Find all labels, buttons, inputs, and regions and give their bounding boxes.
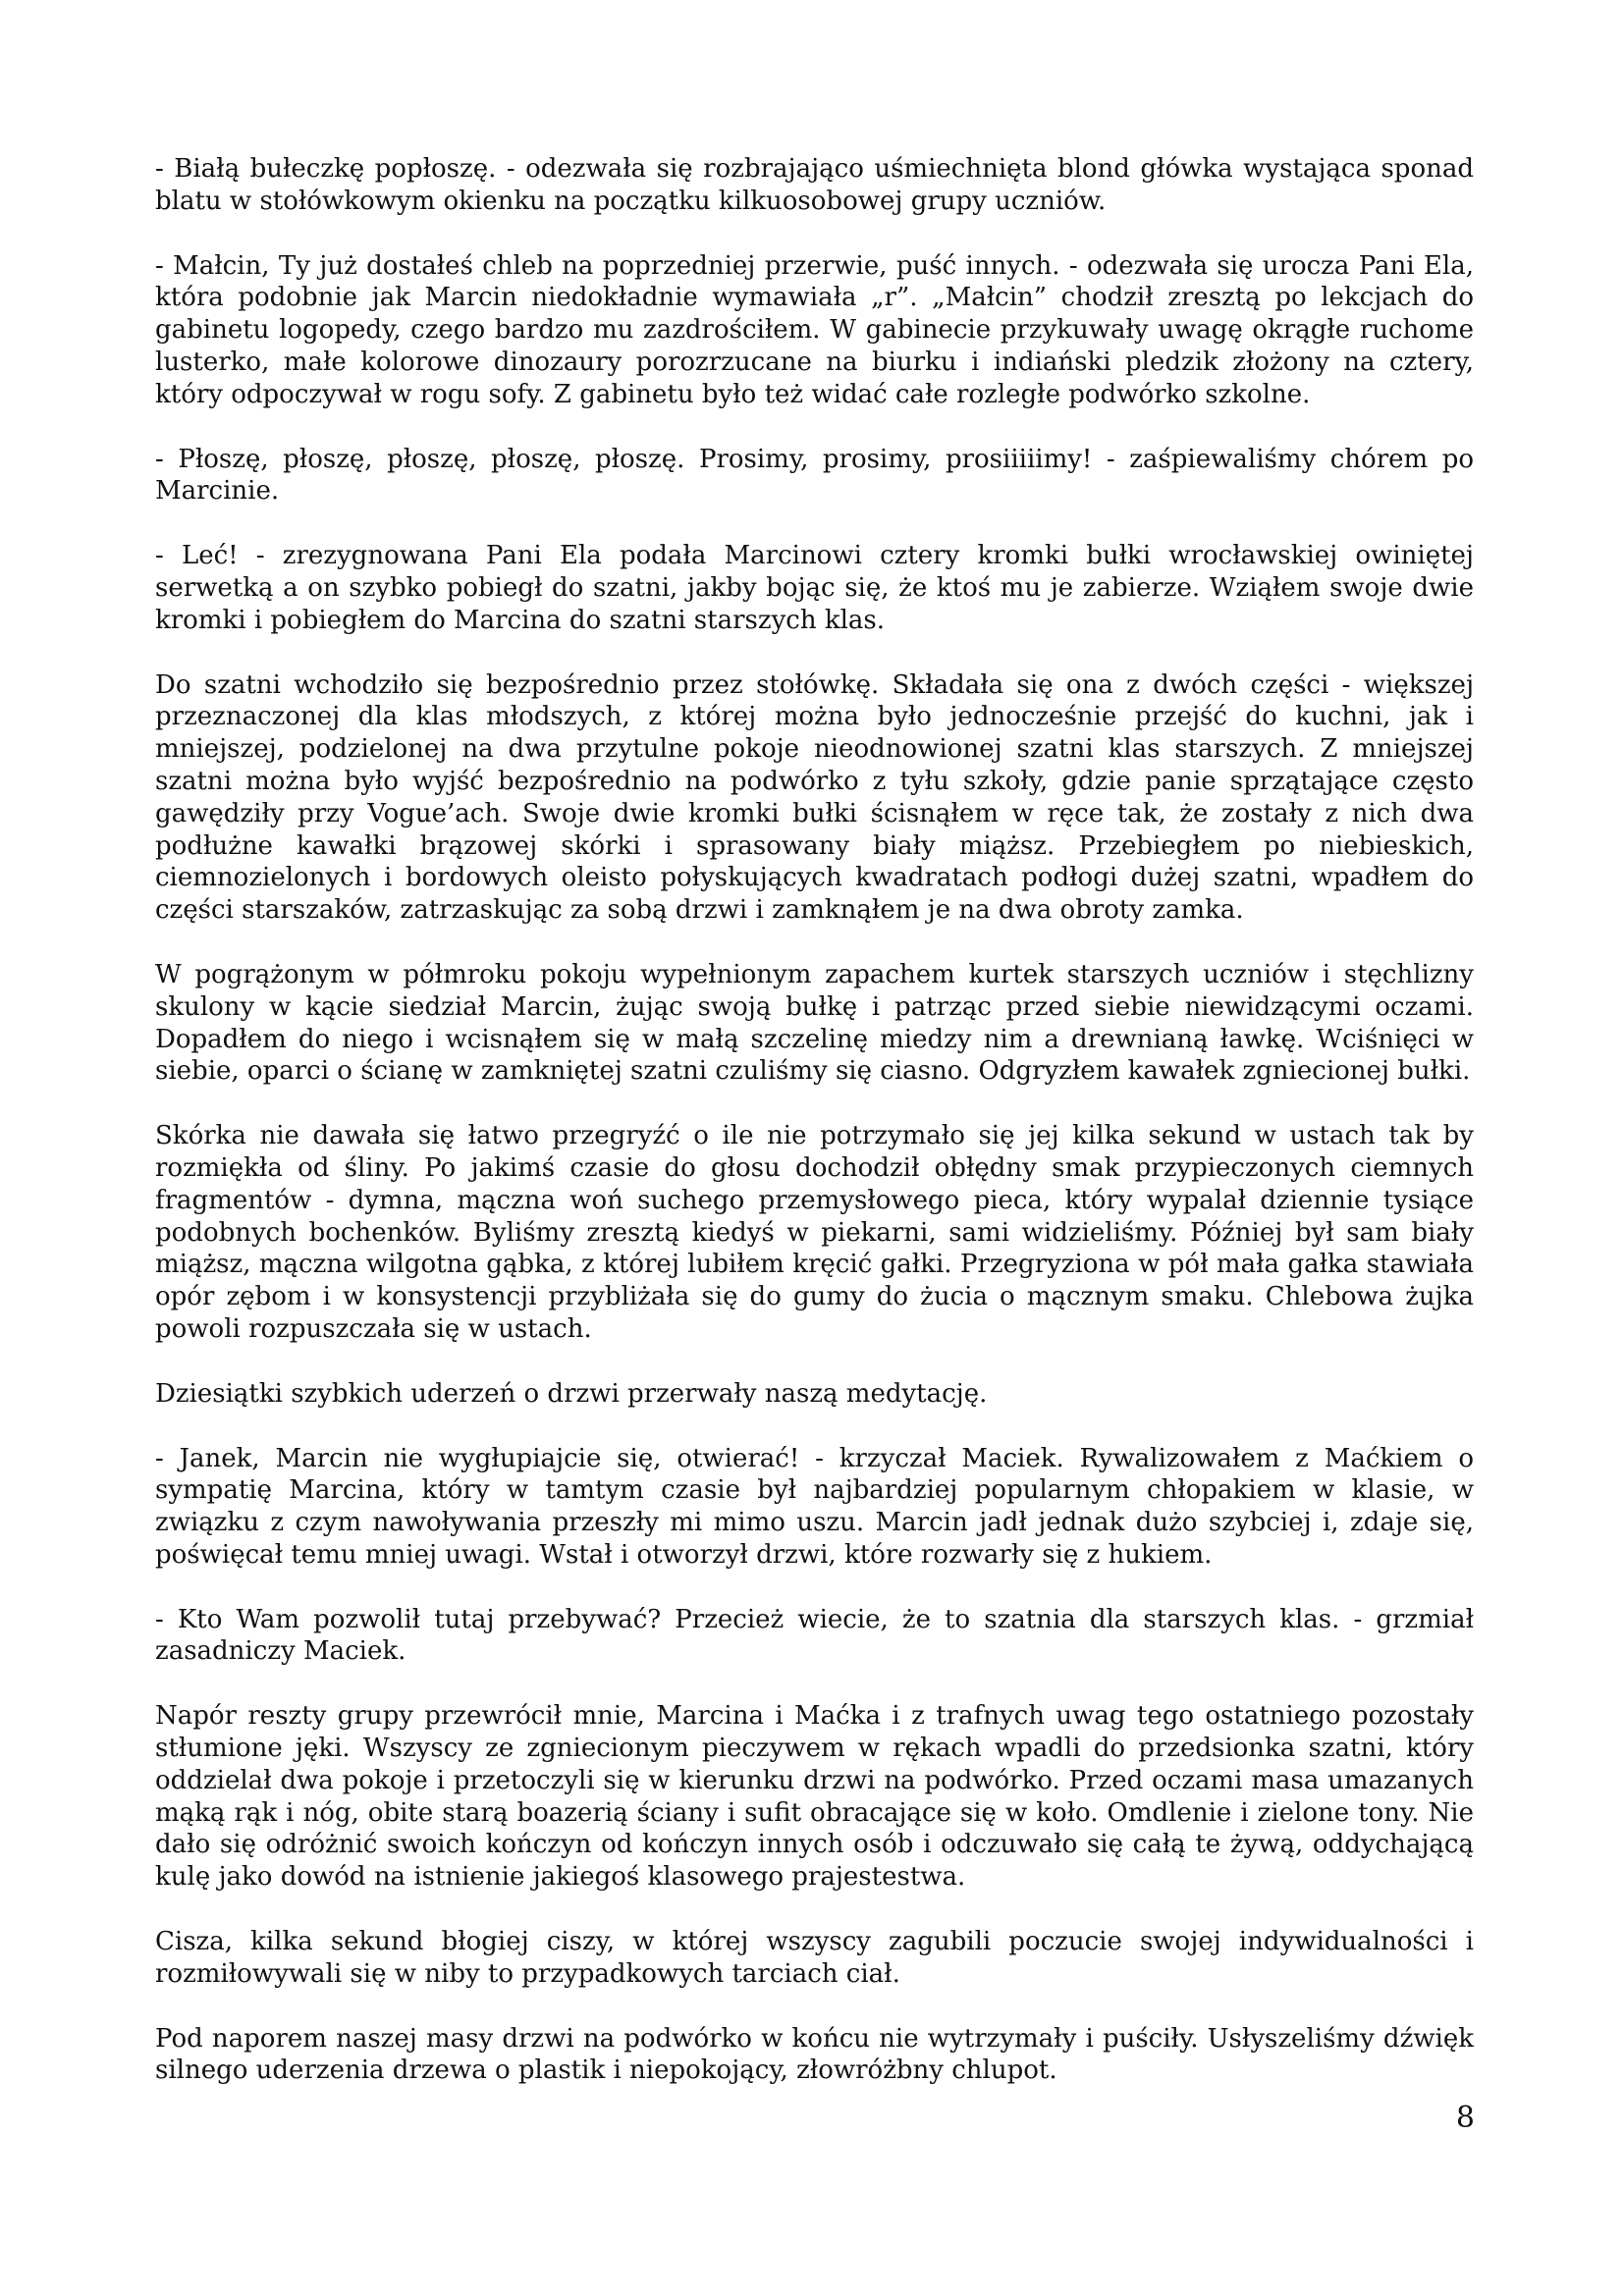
- page-number: 8: [1455, 2101, 1475, 2135]
- paragraph-5: Do szatni wchodziło się bezpośrednio przez stołówkę. Składała się ona z dwóch części - większej przeznaczonej dla klas młodszych, z której można było jednocześnie przejść do kuchni, jak i mniejszej, podzielonej na dwa przytulne pokoje nieodnowionej szatni klas starszych. Z mniejszej szatni można było wyjść bezpośrednio na podwórko z tyłu szkoły, gdzie panie sprzątające często gawędziły przy Vogue’ach. Swoje dwie kromki bułki ścisnąłem w ręce tak, że zostały z nich dwa podłużne kawałki brązowej skórki i sprasowany biały miąższ. Przebiegłem po niebieskich, ciemnozielonych i bordowych oleisto połyskujących kwadratach podłogi dużej szatni, wpadłem do części starszaków, zatrzaskując za sobą drzwi i zamknąłem je na dwa obroty zamka.: [155, 669, 1474, 926]
- paragraph-3: - Płoszę, płoszę, płoszę, płoszę, płoszę. Prosimy, prosimy, prosiiiiimy! - zaśpiewaliśmy chórem po Marcinie.: [155, 444, 1474, 507]
- paragraph-10: - Kto Wam pozwolił tutaj przebywać? Przecież wiecie, że to szatnia dla starszych klas. - grzmiał zasadniczy Maciek.: [155, 1604, 1474, 1667]
- paragraph-4: - Leć! - zrezygnowana Pani Ela podała Marcinowi cztery kromki bułki wrocławskiej owiniętej serwetką a on szybko pobiegł do szatni, jakby bojąc się, że ktoś mu je zabierze. Wziąłem swoje dwie kromki i pobiegłem do Marcina do szatni starszych klas.: [155, 541, 1474, 635]
- paragraph-11: Napór reszty grupy przewrócił mnie, Marcina i Maćka i z trafnych uwag tego ostatniego pozostały stłumione jęki. Wszyscy ze zgniecionym pieczywem w rękach wpadli do przedsionka szatni, który oddzielał dwa pokoje i przetoczyli się w kierunku drzwi na podwórko. Przed oczami masa umazanych mąką rąk i nóg, obite starą boazerią ściany i sufit obracające się w koło. Omdlenie i zielone tony. Nie dało się odróżnić swoich kończyn od kończyn innych osób i odczuwało się całą te żywą, oddychającą kulę jako dowód na istnienie jakiegoś klasowego prajestestwa.: [155, 1701, 1474, 1893]
- paragraph-7: Skórka nie dawała się łatwo przegryźć o ile nie potrzymało się jej kilka sekund w ustach tak by rozmiękła od śliny. Po jakimś czasie do głosu dochodził obłędny smak przypieczonych ciemnych fragmentów - dymna, mączna woń suchego przemysłowego pieca, który wypalał dziennie tysiące podobnych bochenków. Byliśmy zresztą kiedyś w piekarni, sami widzieliśmy. Później był sam biały miąższ, mączna wilgotna gąbka, z której lubiłem kręcić gałki. Przegryziona w pół mała gałka stawiała opór zębom i w konsystencji przybliżała się do gumy do żucia o mącznym smaku. Chlebowa żujka powoli rozpuszczała się w ustach.: [155, 1121, 1474, 1344]
- paragraph-1: - Białą bułeczkę popłoszę. - odezwała się rozbrajająco uśmiechnięta blond główka wystająca sponad blatu w stołówkowym okienku na początku kilkuosobowej grupy uczniów.: [155, 154, 1474, 216]
- paragraph-8: Dziesiątki szybkich uderzeń o drzwi przerwały naszą medytację.: [155, 1378, 988, 1409]
- paragraph-6: W pogrążonym w półmroku pokoju wypełnionym zapachem kurtek starszych uczniów i stęchlizny skulony w kącie siedział Marcin, żując swoją bułkę i patrząc przed siebie niewidzącymi oczami. Dopadłem do niego i wcisnąłem się w małą szczelinę miedzy nim a drewnianą ławkę. Wciśnięci w siebie, oparci o ścianę w zamkniętej szatni czuliśmy się ciasno. Odgryzłem kawałek zgniecionej bułki.: [155, 959, 1474, 1087]
- paragraph-12: Cisza, kilka sekund błogiej ciszy, w której wszyscy zagubili poczucie swojej indywidualności i rozmiłowywali się w niby to przypadkowych tarciach ciał.: [155, 1927, 1474, 1989]
- paragraph-2: - Małcin, Ty już dostałeś chleb na poprzedniej przerwie, puść innych. - odezwała się urocza Pani Ela, która podobnie jak Marcin niedokładnie wymawiała „r”. „Małcin” chodził zresztą po lekcjach do gabinetu logopedy, czego bardzo mu zazdrościłem. W gabinecie przykuwały uwagę okrągłe ruchome lusterko, małe kolorowe dinozaury porozrzucane na biurku i indiański pledzik złożony na cztery, który odpoczywał w rogu sofy. Z gabinetu było też widać całe rozległe podwórko szkolne.: [155, 250, 1474, 409]
- page-body: [155, 153, 1474, 2119]
- paragraph-9: - Janek, Marcin nie wygłupiajcie się, otwierać! - krzyczał Maciek. Rywalizowałem z Maćkiem o sympatię Marcina, który w tamtym czasie był najbardziej popularnym chłopakiem w klasie, w związku z czym nawoływania przeszły mi mimo uszu. Marcin jadł jednak dużo szybciej i, zdaje się, poświęcał temu mniej uwagi. Wstał i otworzył drzwi, które rozwarły się z hukiem.: [155, 1443, 1474, 1570]
- paragraph-13: Pod naporem naszej masy drzwi na podwórko w końcu nie wytrzymały i puściły. Usłyszeliśmy dźwięk silnego uderzenia drzewa o plastik i niepokojący, złowróżbny chlupot.: [155, 2023, 1474, 2086]
